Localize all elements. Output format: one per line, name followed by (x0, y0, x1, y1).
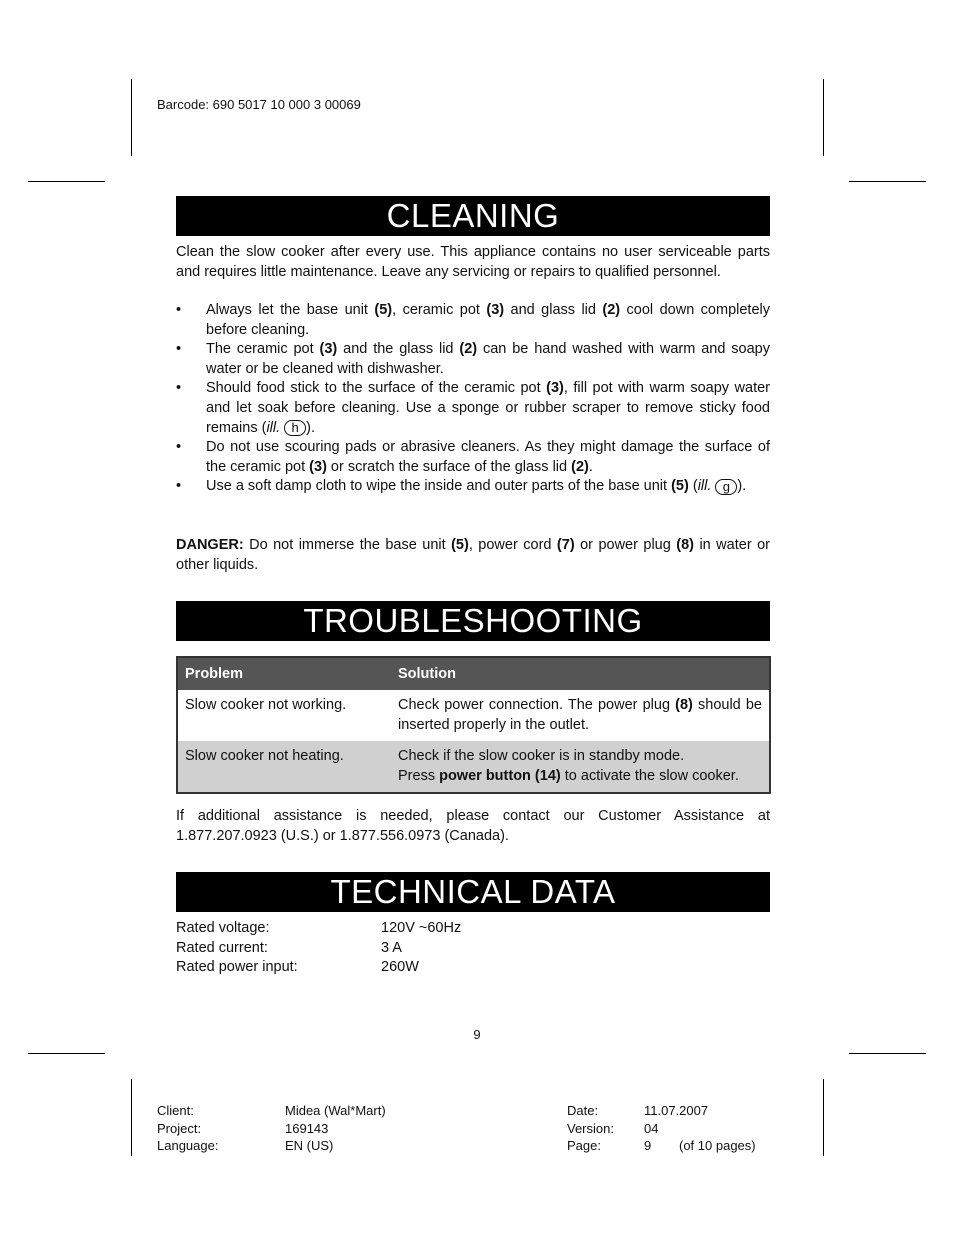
bullet-icon: • (176, 302, 182, 318)
list-item (567, 1137, 756, 1155)
power-value: 260W (381, 959, 419, 976)
danger-note (176, 536, 770, 575)
list-item (176, 939, 461, 959)
text: Should food stick to the surface of the ceramic pot (206, 380, 547, 397)
part-ref: (3) (486, 302, 505, 318)
part-ref: (8) (675, 697, 693, 713)
text: should be inserted properly in the outlet. (398, 697, 762, 733)
part-ref: (3) (546, 380, 564, 397)
part-ref: (2) (459, 341, 478, 358)
assistance-note: If additional assistance is needed, please contact our Customer Assistance at 1.877.207.0923 (U.S.) or 1.877.556.0973 (Canada). (176, 808, 770, 844)
list-item (176, 919, 461, 939)
bullet-icon: • (176, 478, 182, 495)
part-ref: (7) (556, 537, 575, 553)
text: or scratch the surface of the glass lid (326, 458, 572, 475)
bullet-icon: • (176, 380, 182, 397)
barcode-text: Barcode: 690 5017 10 000 3 00069 (157, 97, 361, 112)
table-row (177, 690, 770, 741)
text: , fill pot with warm soapy water and let soak before cleaning. Use a sponge or rubber scraper to remove sticky food remains ( (206, 380, 770, 436)
language-label: Language: (157, 1138, 219, 1153)
crop-mark (849, 1053, 926, 1054)
text: Press (398, 767, 440, 784)
part-ref: (2) (602, 302, 621, 318)
danger-label: DANGER: (176, 537, 244, 553)
voltage-label: Rated voltage: (176, 920, 270, 936)
table-row (177, 741, 770, 793)
text: ( (688, 478, 698, 495)
client-label: Client: (157, 1103, 194, 1118)
list-item (176, 301, 770, 340)
cleaning-intro: Clean the slow cooker after every use. This appliance contains no user serviceable parts and requires little maintenance. Leave any servicing or repairs to qualified personnel. (176, 244, 770, 280)
crop-mark (131, 79, 132, 156)
text: Do not use scouring pads or abrasive cleaners. As they might damage the surface of the ceramic pot (206, 439, 770, 475)
project-label: Project: (157, 1120, 202, 1136)
text: Do not immerse the base unit (243, 537, 452, 553)
column-header-problem: Problem (177, 657, 391, 690)
current-label: Rated current: (176, 939, 268, 956)
text: can be hand washed with warm and soapy water or be cleaned with dishwasher. (206, 341, 770, 377)
illustration-g-icon: g (715, 479, 737, 495)
list-item (176, 438, 770, 477)
ill-ref: ill. (266, 419, 281, 436)
text: in water or other liquids. (176, 537, 770, 573)
list-item (157, 1137, 386, 1155)
date-label: Date: (567, 1103, 599, 1118)
text: , power cord (468, 537, 557, 553)
column-header-solution: Solution (391, 657, 770, 690)
text: to activate the slow cooker. (560, 767, 739, 784)
bullet-icon: • (176, 341, 182, 358)
list-item (157, 1120, 386, 1138)
text: Use a soft damp cloth to wipe the inside and outer parts of the base unit (206, 478, 672, 495)
text: ). (737, 478, 747, 495)
troubleshooting-table (176, 656, 771, 794)
page-number: 9 (473, 1027, 481, 1042)
text: , ceramic pot (392, 302, 487, 318)
text: ). (306, 419, 316, 436)
part-ref: (5) (374, 302, 393, 318)
text: Check if the slow cooker is in standby mode. (398, 748, 685, 764)
text: and glass lid (504, 302, 603, 318)
page-total: (of 10 pages) (679, 1138, 756, 1153)
list-item (567, 1120, 756, 1138)
page-label: Page: (567, 1138, 601, 1153)
version-value: 04 (644, 1120, 659, 1136)
footer-right (567, 1102, 756, 1155)
part-ref: (8) (676, 537, 694, 553)
text: . (588, 458, 593, 475)
list-item (176, 340, 770, 379)
illustration-h-icon: h (284, 420, 306, 436)
cleaning-list (176, 301, 770, 497)
text: Check power connection. The power plug (398, 697, 676, 713)
text: or power plug (574, 537, 677, 553)
crop-mark (28, 1053, 105, 1054)
technical-data (176, 919, 461, 978)
crop-mark (131, 1079, 132, 1156)
part-ref: (2) (571, 458, 589, 475)
list-item (567, 1102, 756, 1120)
voltage-value: 120V ~60Hz (381, 920, 462, 936)
part-ref: power button (14) (439, 767, 561, 784)
list-item (176, 477, 770, 497)
part-ref: (3) (309, 458, 327, 475)
problem-cell: Slow cooker not heating. (177, 741, 391, 793)
table-header-row (177, 657, 770, 690)
solution-cell (391, 741, 770, 793)
crop-mark (849, 181, 926, 182)
list-item (157, 1102, 386, 1120)
text: The ceramic pot (206, 341, 320, 358)
crop-mark (28, 181, 105, 182)
language-value: EN (US) (285, 1138, 334, 1153)
bullet-icon: • (176, 439, 182, 456)
date-value: 11.07.2007 (644, 1103, 709, 1118)
text: cool down completely before cleaning. (206, 302, 770, 338)
footer-left (157, 1102, 386, 1155)
list-item (176, 379, 770, 438)
technical-title: TECHNICAL DATA (176, 872, 770, 912)
power-label: Rated power input: (176, 959, 298, 976)
version-label: Version: (567, 1120, 614, 1136)
list-item (176, 958, 461, 978)
part-ref: (3) (319, 341, 338, 358)
solution-cell (391, 690, 770, 741)
cleaning-title: CLEANING (176, 196, 770, 236)
client-value: Midea (Wal*Mart) (285, 1103, 386, 1118)
part-ref: (5) (451, 537, 469, 553)
text: Always let the base unit (206, 302, 375, 318)
part-ref: (5) (671, 478, 689, 495)
project-value: 169143 (285, 1120, 329, 1136)
troubleshooting-title: TROUBLESHOOTING (176, 601, 770, 641)
ill-ref: ill. (697, 478, 712, 495)
crop-mark (823, 79, 824, 156)
crop-mark (823, 1079, 824, 1156)
text: and the glass lid (337, 341, 460, 358)
problem-cell: Slow cooker not working. (185, 697, 347, 713)
page-value: 9 (644, 1138, 652, 1153)
current-value: 3 A (381, 939, 402, 956)
